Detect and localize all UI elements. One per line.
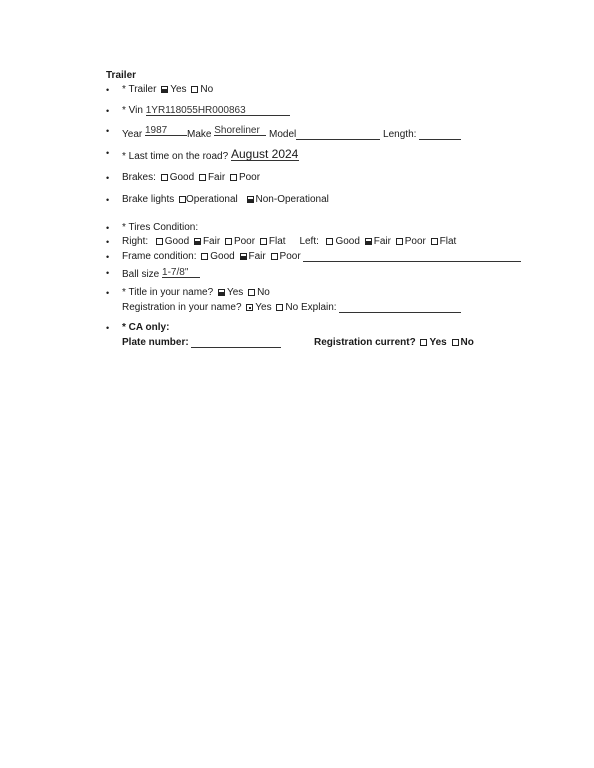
brakes-good-label: Good <box>169 172 195 183</box>
model-label: Model <box>269 129 297 140</box>
right-flat-label: Flat <box>268 236 286 247</box>
left-poor-checkbox[interactable] <box>396 238 403 245</box>
model-field[interactable] <box>296 129 380 140</box>
plate-field[interactable] <box>191 337 281 348</box>
trailer-no-label: No <box>200 84 214 95</box>
last-road-label: * Last time on the road? <box>122 151 229 162</box>
title-no-checkbox[interactable] <box>248 289 255 296</box>
trailer-no-checkbox[interactable] <box>191 86 198 93</box>
ball-value: 1-7/8" <box>162 267 189 278</box>
vin-row <box>122 105 290 116</box>
ball-row <box>122 267 200 280</box>
title-yes-checkbox[interactable] <box>218 289 225 296</box>
brakes-label: Brakes: <box>122 172 156 183</box>
left-poor-label: Poor <box>404 236 426 247</box>
bullet: • <box>106 106 110 116</box>
right-flat-checkbox[interactable] <box>260 238 267 245</box>
make-field[interactable] <box>214 125 266 136</box>
frame-row <box>122 251 521 262</box>
bullet: • <box>106 252 110 262</box>
last-road-field[interactable] <box>231 147 299 161</box>
brake-lights-row <box>122 194 329 205</box>
plate-row <box>122 337 281 348</box>
last-road-value: August 2024 <box>230 147 299 161</box>
brakes-good-checkbox[interactable] <box>161 174 168 181</box>
bullet: • <box>106 85 110 95</box>
vin-label: * Vin <box>122 105 143 116</box>
right-good-checkbox[interactable] <box>156 238 163 245</box>
registration-yes-checkbox[interactable] <box>246 304 253 311</box>
bullet: • <box>106 173 110 183</box>
brakes-poor-label: Poor <box>238 172 261 183</box>
make-value: Shoreliner <box>214 125 260 136</box>
reg-current-label: Registration current? <box>314 337 416 348</box>
right-fair-checkbox[interactable] <box>194 238 201 245</box>
ca-label: * CA only: <box>122 322 170 333</box>
left-flat-checkbox[interactable] <box>431 238 438 245</box>
ball-field[interactable] <box>162 267 200 278</box>
vin-value: 1YR118055HR000863 <box>145 105 246 116</box>
reg-current-yes-checkbox[interactable] <box>420 339 427 346</box>
frame-notes-field[interactable] <box>303 251 521 262</box>
bullet: • <box>106 288 110 298</box>
reg-current-no-label: No <box>460 337 474 348</box>
registration-no-checkbox[interactable] <box>276 304 283 311</box>
brakes-row <box>122 172 260 183</box>
vehicle-row <box>122 125 461 140</box>
left-good-label: Good <box>335 236 360 247</box>
registration-no-label: No <box>285 302 299 313</box>
explain-label: Explain: <box>300 302 337 313</box>
left-fair-checkbox[interactable] <box>365 238 372 245</box>
bullet: • <box>106 148 110 158</box>
length-field[interactable] <box>419 129 461 140</box>
frame-poor-checkbox[interactable] <box>271 253 278 260</box>
bullet: • <box>106 195 110 205</box>
brake-lights-nonop-label: Non-Operational <box>255 194 329 205</box>
reg-current-no-checkbox[interactable] <box>452 339 459 346</box>
brakes-poor-checkbox[interactable] <box>230 174 237 181</box>
title-label: * Title in your name? <box>122 287 214 298</box>
length-label: Length: <box>383 129 417 140</box>
reg-current-row <box>314 337 474 348</box>
right-poor-checkbox[interactable] <box>225 238 232 245</box>
frame-good-label: Good <box>210 251 235 262</box>
trailer-yes-label: Yes <box>170 84 187 95</box>
year-label: Year <box>122 129 143 140</box>
brakes-fair-checkbox[interactable] <box>199 174 206 181</box>
brake-lights-operational-checkbox[interactable] <box>179 196 186 203</box>
bullet: • <box>106 223 110 233</box>
frame-fair-label: Fair <box>248 251 266 262</box>
right-poor-label: Poor <box>233 236 256 247</box>
left-good-checkbox[interactable] <box>326 238 333 245</box>
trailer-yes-checkbox[interactable] <box>161 86 168 93</box>
bullet: • <box>106 323 110 333</box>
reg-current-yes-label: Yes <box>429 337 447 348</box>
title-no-label: No <box>257 287 270 298</box>
registration-yes-label: Yes <box>255 302 272 313</box>
trailer-row <box>122 84 213 95</box>
vin-field[interactable] <box>146 105 290 116</box>
plate-label: Plate number: <box>122 337 189 348</box>
title-row <box>122 287 270 298</box>
brake-lights-nonop-checkbox[interactable] <box>247 196 254 203</box>
left-flat-label: Flat <box>439 236 457 247</box>
left-fair-label: Fair <box>373 236 391 247</box>
tires-label: * Tires Condition: <box>122 222 199 233</box>
brake-lights-operational-label: Operational <box>186 194 238 205</box>
frame-good-checkbox[interactable] <box>201 253 208 260</box>
brakes-fair-label: Fair <box>207 172 226 183</box>
tires-row <box>122 236 456 247</box>
ball-label: Ball size <box>122 269 160 280</box>
registration-label: Registration in your name? <box>122 302 242 313</box>
frame-poor-label: Poor <box>279 251 301 262</box>
bullet: • <box>106 237 110 247</box>
year-value: 1987 <box>145 125 168 136</box>
make-label: Make <box>187 129 212 140</box>
frame-label: Frame condition: <box>122 251 197 262</box>
registration-row <box>122 302 461 313</box>
year-field[interactable] <box>145 125 187 136</box>
title-yes-label: Yes <box>226 287 244 298</box>
brake-lights-label: Brake lights <box>122 194 175 205</box>
section-title: Trailer <box>106 70 137 81</box>
trailer-label: * Trailer <box>122 84 157 95</box>
right-good-label: Good <box>164 236 190 247</box>
frame-fair-checkbox[interactable] <box>240 253 247 260</box>
last-road-row <box>122 147 299 162</box>
bullet: • <box>106 268 110 278</box>
bullet: • <box>106 126 110 136</box>
right-fair-label: Fair <box>202 236 221 247</box>
right-tires-label: Right: <box>122 236 149 247</box>
left-tires-label: Left: <box>299 236 319 247</box>
explain-field[interactable] <box>339 302 461 313</box>
